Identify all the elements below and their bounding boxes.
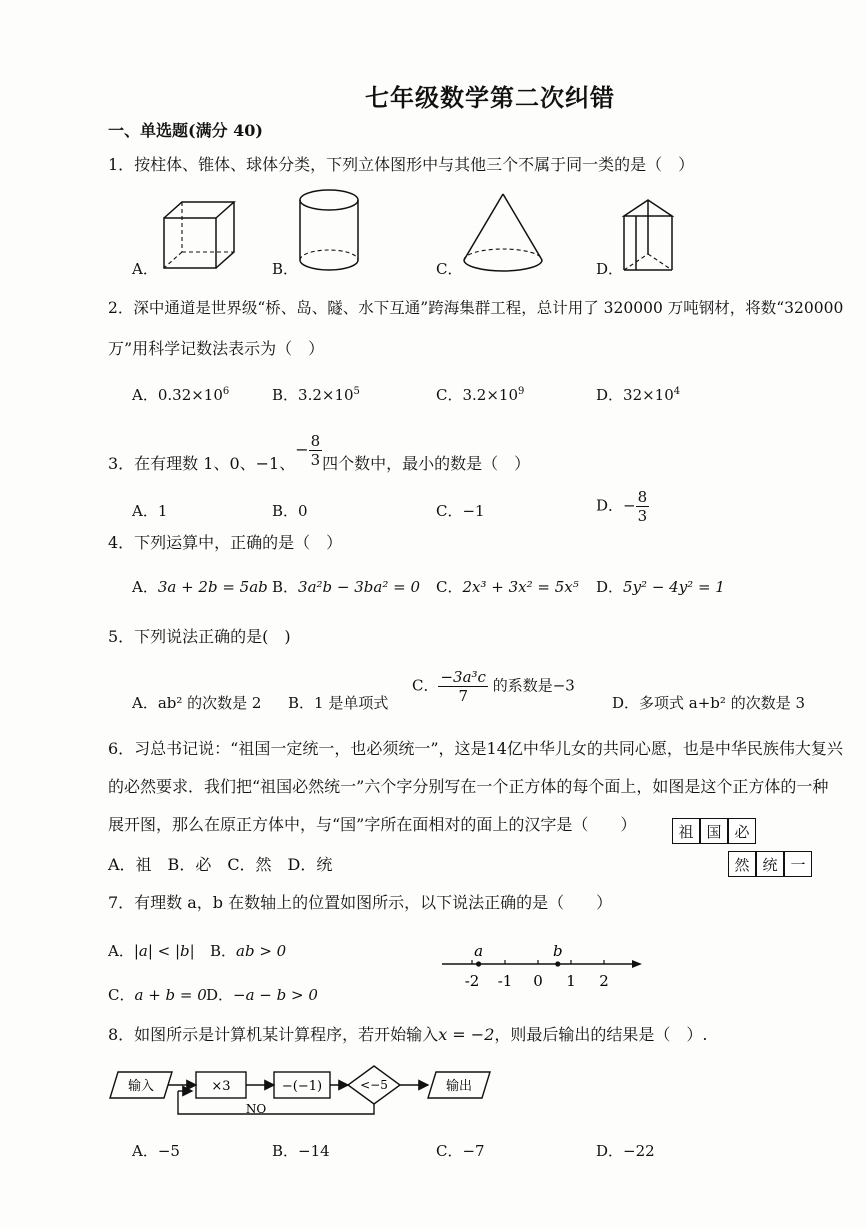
net-cell-ran: 然 (728, 851, 756, 877)
q6-options[interactable]: A．祖 B．必 C．然 D．统 (108, 855, 333, 874)
section-heading: 一、单选题(满分 40) (108, 121, 263, 140)
net-cell-guo: 国 (700, 818, 728, 844)
number-line-tick-label: 0 (533, 972, 543, 990)
flow-loop-label: NO (245, 1102, 267, 1116)
q1-option-d[interactable]: D． (596, 260, 624, 278)
q4-option-b[interactable]: B．3a²b − 3ba² = 0 (272, 578, 420, 596)
net-cell-tong: 统 (756, 851, 784, 877)
triangular-prism-icon (620, 196, 676, 276)
number-line-point-b (555, 961, 560, 966)
q3-option-b[interactable]: B．0 (272, 502, 308, 520)
q1-stem: 1．按柱体、锥体、球体分类，下列立体图形中与其他三个不属于同一类的是（ ） (108, 155, 695, 174)
q1-option-a[interactable]: A． (132, 260, 158, 278)
q2-stem-line1: 2．深中通道是世界级“桥、岛、隧、水下互通”跨海集群工程，总计用了 320000 万吨钢材，将数“320000 (108, 299, 844, 317)
q8-option-c[interactable]: C．−7 (436, 1142, 485, 1160)
q3-fraction: − $\frac{8}{3}$ (295, 432, 321, 469)
q8-option-d[interactable]: D．−22 (596, 1142, 655, 1160)
cylinder-icon (296, 186, 362, 276)
q1-option-c[interactable]: C． (436, 260, 463, 278)
q5-option-a[interactable]: A．ab² 的次数是 2 (132, 694, 262, 712)
q4-stem: 4．下列运算中，正确的是（ ） (108, 533, 343, 552)
flow-step2-label: −(−1) (281, 1079, 323, 1094)
net-cell-yi: 一 (784, 851, 812, 877)
q7-option-b[interactable]: B．ab > 0 (210, 942, 287, 960)
flow-step1-label: ×3 (211, 1079, 231, 1094)
q2-option-a[interactable]: A．$0.32\times 10^6$ (132, 386, 230, 404)
number-line-arrow-icon (632, 960, 642, 968)
q5-option-d[interactable]: D．多项式 a+b² 的次数是 3 (612, 694, 806, 712)
q6-stem-line3: 展开图，那么在原正方体中，与“国”字所在面相对的面上的汉字是（ ） (108, 815, 637, 834)
q8-stem: 8．如图所示是计算机某计算程序，若开始输入x = −2，则最后输出的结果是（ ）. (108, 1025, 708, 1044)
q2-option-c[interactable]: C．$3.2\times 10^9$ (436, 386, 525, 404)
page-title: 七年级数学第二次纠错 (365, 83, 615, 112)
cone-icon (460, 190, 546, 276)
flowchart-diagram (106, 1064, 496, 1120)
q3-option-a[interactable]: A．1 (132, 502, 168, 520)
q6-stem-line2: 的必然要求．我们把“祖国必然统一”六个字分别写在一个正方体的每个面上，如图是这个正方体的一种 (108, 777, 829, 796)
q7-option-a[interactable]: A．|a| < |b| (108, 942, 195, 960)
q2-stem-line2: 万”用科学记数法表示为（ ） (108, 339, 325, 358)
q1-option-b[interactable]: B． (272, 260, 299, 278)
number-line-point-label-a: a (474, 942, 484, 960)
cube-icon (158, 196, 238, 274)
flow-decision-label: <−5 (360, 1078, 388, 1092)
number-line-tick-label: -2 (464, 972, 480, 990)
q4-option-d[interactable]: D．5y² − 4y² = 1 (596, 578, 725, 596)
q7-option-c[interactable]: C．a + b = 0 (108, 986, 207, 1004)
q8-option-a[interactable]: A．−5 (132, 1142, 180, 1160)
q3-stem: 3．在有理数 1、0、−1、− $\frac{8}{3}$ 四个数中，最小的数是（ ） (108, 432, 531, 473)
number-line-diagram (438, 938, 648, 998)
net-cell-bi: 必 (728, 818, 756, 844)
q4-option-a[interactable]: A．3a + 2b = 5ab (132, 578, 268, 596)
q6-stem-line1: 6．习总书记说：“祖国一定统一，也必须统一”，这是14亿中华儿女的共同心愿，也是中华民族伟大复兴 (108, 739, 843, 758)
q7-option-d[interactable]: D．−a − b > 0 (206, 986, 318, 1004)
q8-option-b[interactable]: B．−14 (272, 1142, 330, 1160)
q7-stem: 7．有理数 a，b 在数轴上的位置如图所示，以下说法正确的是（ ） (108, 893, 613, 912)
number-line-tick-label: 2 (599, 972, 609, 990)
flow-input-label: 输入 (127, 1079, 155, 1094)
flow-output-label: 输出 (445, 1079, 473, 1094)
q5-option-c[interactable]: C． $\frac{\text{−3a³c}}{7}$ 的系数是−3 (412, 668, 575, 705)
q3-option-c[interactable]: C．−1 (436, 502, 485, 520)
q5-option-b[interactable]: B．1 是单项式 (288, 694, 389, 712)
number-line-tick-label: 1 (566, 972, 576, 990)
number-line-point-a (476, 961, 481, 966)
q3-option-d[interactable]: D．− $\frac{8}{3}$ (596, 488, 648, 525)
q2-option-d[interactable]: D．$32\times 10^4$ (596, 386, 681, 404)
q5-stem: 5．下列说法正确的是( ) (108, 627, 291, 646)
q4-option-c[interactable]: C．2x³ + 3x² = 5x⁵ (436, 578, 579, 596)
q2-option-b[interactable]: B．$3.2\times 10^5$ (272, 386, 360, 404)
number-line-point-label-b: b (552, 942, 563, 960)
number-line-tick-label: -1 (497, 972, 513, 990)
net-cell-zu: 祖 (672, 818, 700, 844)
